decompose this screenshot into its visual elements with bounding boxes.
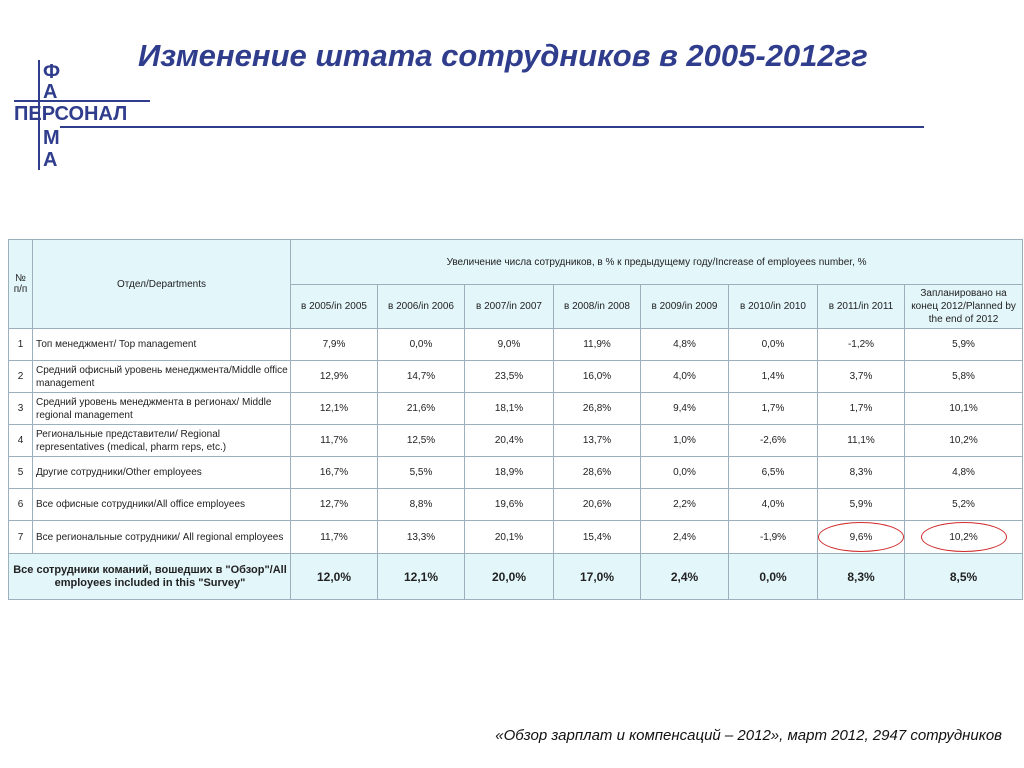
row-department: Другие сотрудники/Other employees (33, 457, 291, 489)
cell-value: 4,8% (905, 457, 1023, 489)
cell-value: 5,9% (818, 489, 905, 521)
cell-value: -2,6% (729, 425, 818, 457)
table-row (9, 393, 1023, 425)
row-department: Региональные представители/ Regional representatives (medical, pharm reps, etc.) (33, 425, 291, 457)
row-department: Средний уровень менеджмента в регионах/ Middle regional management (33, 393, 291, 425)
cell-value: 12,7% (291, 489, 378, 521)
col-header-year: в 2007/in 2007 (465, 285, 554, 329)
cell-value: 18,9% (465, 457, 554, 489)
table-row (9, 361, 1023, 393)
cell-value: 20,6% (554, 489, 641, 521)
cell-value: 9,4% (641, 393, 729, 425)
cell-value: 10,1% (905, 393, 1023, 425)
logo-letter: А (43, 81, 58, 103)
cell-value-highlighted (905, 521, 1023, 554)
total-value: 8,3% (818, 554, 905, 600)
table-row (9, 457, 1023, 489)
cell-value: 0,0% (729, 329, 818, 361)
company-logo (10, 58, 150, 172)
cell-value: 3,7% (818, 361, 905, 393)
cell-value: 12,5% (378, 425, 465, 457)
cell-value: 9,0% (465, 329, 554, 361)
col-header-planned: Запланировано на конец 2012/Planned by the end of 2012 (905, 285, 1023, 329)
cell-value: -1,9% (729, 521, 818, 554)
cell-value: 26,8% (554, 393, 641, 425)
total-value: 12,0% (291, 554, 378, 600)
total-value: 12,1% (378, 554, 465, 600)
cell-value: 11,1% (818, 425, 905, 457)
row-department: Топ менеджмент/ Top management (33, 329, 291, 361)
total-value: 8,5% (905, 554, 1023, 600)
cell-value: 0,0% (641, 457, 729, 489)
title-divider (60, 126, 924, 128)
cell-value: 10,2% (905, 425, 1023, 457)
cell-value: 16,0% (554, 361, 641, 393)
cell-value: 4,0% (729, 489, 818, 521)
cell-value: 12,1% (291, 393, 378, 425)
cell-value: 4,8% (641, 329, 729, 361)
cell-value: 0,0% (378, 329, 465, 361)
row-num: 4 (9, 425, 33, 457)
cell-value: 28,6% (554, 457, 641, 489)
row-num: 5 (9, 457, 33, 489)
cell-value: 13,7% (554, 425, 641, 457)
total-value: 20,0% (465, 554, 554, 600)
logo-letter: А (43, 149, 58, 171)
source-footnote: «Обзор зарплат и компенсаций – 2012», март 2012, 2947 сотрудников (495, 727, 1002, 744)
col-header-group: Увеличение числа сотрудников, в % к предыдущему году/Increase of employees number, % (291, 240, 1023, 285)
col-header-year: в 2008/in 2008 (554, 285, 641, 329)
table-row (9, 489, 1023, 521)
cell-value: 23,5% (465, 361, 554, 393)
total-value: 2,4% (641, 554, 729, 600)
row-department: Средний офисный уровень менеджмента/Middle office management (33, 361, 291, 393)
cell-value: 13,3% (378, 521, 465, 554)
logo-horizontal-line (14, 100, 150, 102)
page-title: Изменение штата сотрудников в 2005-2012гг (138, 38, 868, 73)
total-value: 0,0% (729, 554, 818, 600)
cell-value: 1,0% (641, 425, 729, 457)
cell-value: 15,4% (554, 521, 641, 554)
logo-letter: М (43, 127, 60, 149)
cell-value: 5,5% (378, 457, 465, 489)
cell-value: 16,7% (291, 457, 378, 489)
col-header-year: в 2006/in 2006 (378, 285, 465, 329)
highlight-circle (921, 522, 1007, 552)
cell-value: 1,7% (729, 393, 818, 425)
row-num: 7 (9, 521, 33, 554)
cell-value: 8,3% (818, 457, 905, 489)
cell-value: 2,4% (641, 521, 729, 554)
cell-value: 5,2% (905, 489, 1023, 521)
cell-value-text: 9,6% (849, 531, 873, 543)
cell-value: 20,4% (465, 425, 554, 457)
col-header-year: в 2009/in 2009 (641, 285, 729, 329)
staff-change-table (8, 239, 1022, 600)
cell-value: 12,9% (291, 361, 378, 393)
total-value: 17,0% (554, 554, 641, 600)
cell-value: 2,2% (641, 489, 729, 521)
cell-value: 11,7% (291, 521, 378, 554)
col-header-num: № п/п (9, 240, 33, 329)
cell-value: 14,7% (378, 361, 465, 393)
cell-value: 11,9% (554, 329, 641, 361)
col-header-year: в 2005/in 2005 (291, 285, 378, 329)
cell-value: 1,7% (818, 393, 905, 425)
table-total-row (9, 554, 1023, 600)
row-department: Все офисные сотрудники/All office employees (33, 489, 291, 521)
cell-value: 4,0% (641, 361, 729, 393)
cell-value: -1,2% (818, 329, 905, 361)
row-department: Все региональные сотрудники/ All regional employees (33, 521, 291, 554)
col-header-department: Отдел/Departments (33, 240, 291, 329)
total-row-label: Все сотрудники команий, вошедших в "Обзор"/All employees included in this "Survey" (9, 554, 291, 600)
table-row (9, 521, 1023, 554)
cell-value: 7,9% (291, 329, 378, 361)
cell-value: 5,9% (905, 329, 1023, 361)
cell-value: 8,8% (378, 489, 465, 521)
cell-value: 11,7% (291, 425, 378, 457)
row-num: 6 (9, 489, 33, 521)
cell-value: 19,6% (465, 489, 554, 521)
row-num: 1 (9, 329, 33, 361)
table-row (9, 329, 1023, 361)
cell-value: 18,1% (465, 393, 554, 425)
row-num: 3 (9, 393, 33, 425)
table-row (9, 425, 1023, 457)
cell-value: 1,4% (729, 361, 818, 393)
highlight-circle (818, 522, 904, 552)
cell-value: 21,6% (378, 393, 465, 425)
col-header-year: в 2011/in 2011 (818, 285, 905, 329)
cell-value-text: 10,2% (949, 531, 978, 543)
row-num: 2 (9, 361, 33, 393)
col-header-year: в 2010/in 2010 (729, 285, 818, 329)
logo-letter: Ф (43, 61, 61, 83)
logo-word: ПЕРСОНАЛ (14, 103, 128, 125)
cell-value-highlighted (818, 521, 905, 554)
cell-value: 6,5% (729, 457, 818, 489)
cell-value: 5,8% (905, 361, 1023, 393)
cell-value: 20,1% (465, 521, 554, 554)
